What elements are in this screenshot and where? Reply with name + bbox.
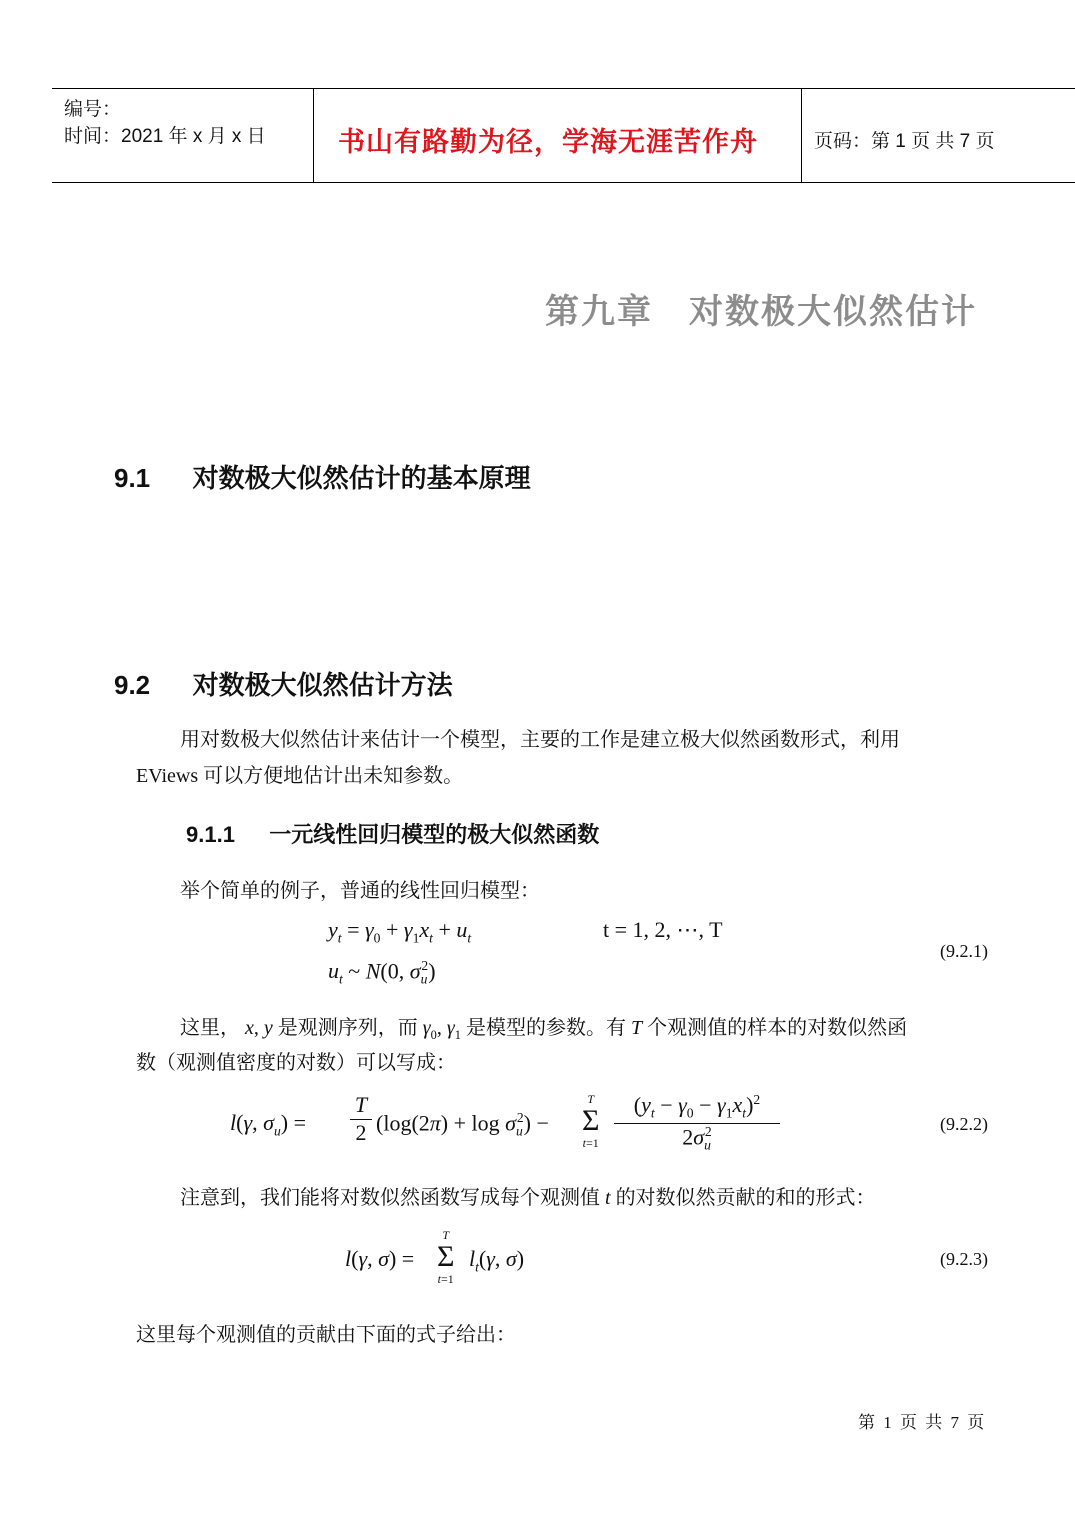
chapter-title: 第九章 对数极大似然估计 [545,293,977,331]
equation-number: (9.2.2) [940,1114,988,1134]
subsection-title: 一元线性回归模型的极大似然函数 [269,822,600,847]
section-number: 9.2 [114,670,151,700]
header-motto: 书山有路勤为径，学海无涯苦作舟 [338,127,758,157]
subsection-heading [186,818,599,849]
equation-9-2-3: l(γ, σ) = T Σ t=1 $l_t(\gamma$, σ) [345,1228,525,1286]
header-divider-left [313,88,314,183]
header-top-rule [52,88,1075,89]
equation-number: (9.2.1) [940,941,988,961]
paragraph-here-line-2: 数（观测值密度的对数）可以写成： [136,1052,456,1074]
equation-9-2-2: l(γ, $\sigma_u$) = T 2 $(\log(2\pi) + \log \sigma_u^2)$ − T Σ t=1 $(y_t - \gamma_0 - \gamma_1x_t)^2$ $2\sigma_u^2$ [230,1092,820,1164]
section-title: 对数极大似然估计的基本原理 [192,463,531,493]
equation-9-2-1-line-1: $y_t = \gamma_0 + \gamma_1x_t + u_t$ [328,917,472,946]
paragraph-example: 举个简单的例子，普通的线性回归模型： [180,880,540,902]
paragraph-last: 这里每个观测值的贡献由下面的式子给出： [136,1324,516,1346]
paragraph-intro-line-2: EViews 可以方便地估计出未知参数。 [136,765,464,787]
section-heading-9-1 [114,458,531,495]
page-footer: 第 1 页 共 7 页 [858,1413,987,1432]
subsection-number: 9.1.1 [186,822,235,847]
time-label: 时间：2021 年 x 月 x 日 [64,126,266,147]
section-number: 9.1 [114,463,151,493]
header-divider-right [801,88,802,183]
section-heading-9-2 [114,665,453,702]
paragraph-here-line-1: 这里， x, y 是观测序列，而 $\gamma_0$, $\gamma_1$ 是模型的参数。有 T 个观测值的样本的对数似然函 [180,1017,908,1042]
paragraph-intro-line-1: 用对数极大似然估计来估计一个模型，主要的工作是建立极大似然函数形式，利用 [180,729,900,751]
paragraph-note: 注意到，我们能将对数似然函数写成每个观测值 t 的对数似然贡献的和的形式： [180,1187,876,1209]
equation-number: (9.2.3) [940,1249,988,1269]
equation-9-2-1-range: t = 1, 2, ⋯, T [603,917,723,942]
page-counter: 页码：第 1 页 共 7 页 [814,131,995,152]
section-title: 对数极大似然估计方法 [192,670,453,700]
serial-number-label: 编号： [64,99,122,120]
header-bottom-rule [52,182,1075,183]
equation-9-2-1-line-2: $u_t$ ~ N(0, $\sigma_u^2$) [328,958,436,987]
